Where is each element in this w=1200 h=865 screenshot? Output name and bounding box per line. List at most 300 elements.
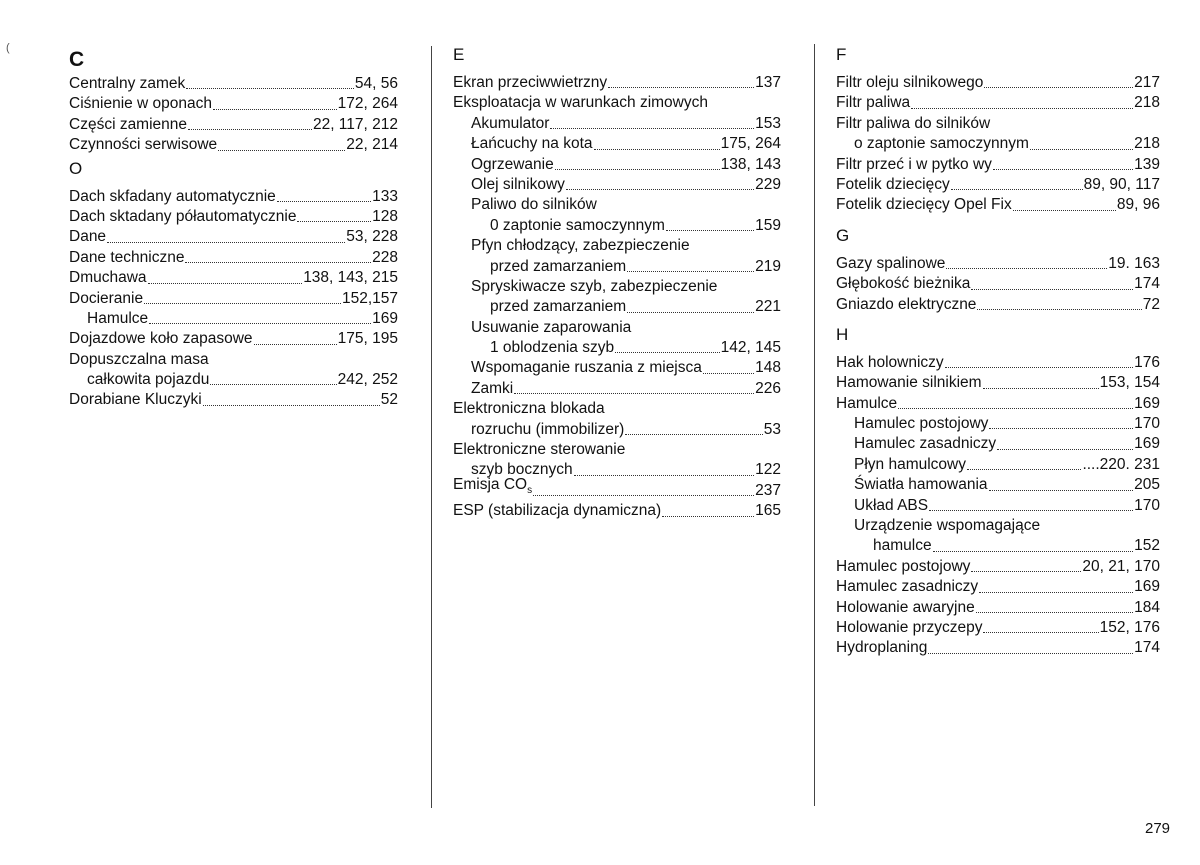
dot-leader xyxy=(555,169,720,170)
entry-pages: 19. 163 xyxy=(1108,254,1160,272)
index-entry xyxy=(69,289,398,309)
index-entry xyxy=(453,318,781,338)
entry-term xyxy=(490,338,614,358)
entry-term xyxy=(836,175,950,195)
entry-term xyxy=(87,370,209,390)
index-entry xyxy=(836,134,1160,154)
index-entry xyxy=(836,114,1160,134)
entry-pages: 184 xyxy=(1134,598,1160,616)
entry-term-text: Układ ABS xyxy=(854,496,929,514)
dot-leader xyxy=(971,289,1133,290)
entry-term-text: Hamulec postojowy xyxy=(836,557,971,575)
column-divider xyxy=(814,44,815,806)
index-entry xyxy=(836,475,1160,495)
entry-term-text: Elektroniczna blokada xyxy=(453,400,605,418)
dot-leader xyxy=(979,592,1133,593)
index-entry xyxy=(69,268,398,288)
entry-term-text: Hamulce xyxy=(836,394,898,412)
entry-pages: 205 xyxy=(1134,476,1160,494)
index-entry xyxy=(453,257,781,277)
dot-leader xyxy=(627,271,754,272)
entry-term xyxy=(854,475,988,495)
entry-pages: 218 xyxy=(1134,94,1160,112)
entry-pages: 228 xyxy=(372,248,398,266)
entry-pages: 229 xyxy=(755,175,781,193)
entry-pages: 226 xyxy=(755,379,781,397)
dot-leader xyxy=(666,230,754,231)
entry-pages: 175, 195 xyxy=(337,330,398,348)
section-letter: F xyxy=(836,45,847,64)
dot-leader xyxy=(615,352,720,353)
entry-pages: 153 xyxy=(755,114,781,132)
entry-term-text: Hamulec zasadniczy xyxy=(836,578,979,596)
dot-leader xyxy=(254,344,337,345)
entry-term-text: Zamki xyxy=(471,379,514,397)
entry-term-text: Hak holowniczy xyxy=(836,353,944,371)
entry-term-text: Dane techniczne xyxy=(69,248,185,266)
index-entry xyxy=(453,155,781,175)
index-entry xyxy=(453,195,781,215)
index-entry xyxy=(836,353,1160,373)
section-letter: G xyxy=(836,225,850,245)
entry-pages: 142, 145 xyxy=(720,339,781,357)
entry-term xyxy=(453,400,605,417)
entry-term-text: Ekran przeciwwietrzny xyxy=(453,73,608,91)
dot-leader xyxy=(550,128,754,129)
index-entry xyxy=(836,295,1160,315)
index-entry xyxy=(836,175,1160,195)
dot-leader xyxy=(107,242,345,243)
entry-term-text: Fotelik dziecięcy xyxy=(836,175,950,193)
entry-term-text: Akumulator xyxy=(471,114,550,132)
entry-term-text: Holowanie przyczepy xyxy=(836,618,983,636)
dot-leader xyxy=(928,653,1133,654)
entry-term xyxy=(69,135,217,155)
entry-pages: 20, 21, 170 xyxy=(1082,557,1160,575)
section-letter: C xyxy=(69,48,85,71)
dot-leader xyxy=(297,221,371,222)
entry-term-text: Hydroplaning xyxy=(836,639,928,657)
entry-term xyxy=(836,295,976,315)
entry-term-text: Emisja CO xyxy=(453,475,528,493)
dot-leader xyxy=(627,312,754,313)
entry-pages: 152 xyxy=(1134,537,1160,555)
index-entry xyxy=(836,455,1160,475)
entry-pages: 169 xyxy=(1134,394,1160,412)
entry-pages: 89, 96 xyxy=(1116,196,1160,214)
entry-term xyxy=(854,414,988,434)
dot-leader xyxy=(213,109,337,110)
entry-pages: 138, 143, 215 xyxy=(303,269,398,287)
entry-pages: 242, 252 xyxy=(337,371,398,389)
dot-leader xyxy=(188,129,312,130)
entry-term-text: przed zamarzaniem xyxy=(490,298,627,316)
entry-term xyxy=(453,441,625,458)
entry-pages: 122 xyxy=(755,461,781,479)
index-entry xyxy=(453,73,781,93)
dot-leader xyxy=(977,309,1141,310)
entry-term-text: Dane xyxy=(69,228,107,246)
entry-term-text: Hamulec postojowy xyxy=(854,415,989,433)
entry-pages: 159 xyxy=(755,216,781,234)
entry-term xyxy=(471,196,597,213)
entry-term xyxy=(836,577,978,597)
entry-subscript: s xyxy=(527,484,533,496)
dot-leader xyxy=(997,449,1133,450)
dot-leader xyxy=(703,373,754,374)
entry-term-text: Hamowanie silnikiem xyxy=(836,374,982,392)
entry-term-text: Dmuchawa xyxy=(69,269,147,287)
entry-term-text: Docieranie xyxy=(69,289,144,307)
entry-term xyxy=(69,268,147,288)
entry-term-text: Hamulec zasadniczy xyxy=(854,435,997,453)
entry-term-text: 1 oblodzenia szyb xyxy=(490,339,615,357)
index-entry xyxy=(836,394,1160,414)
entry-term-text: Płyn hamulcowy xyxy=(854,455,966,473)
entry-term xyxy=(873,536,932,556)
entry-term-text: Dojazdowe koło zapasowe xyxy=(69,330,253,348)
dot-leader xyxy=(1013,210,1116,211)
entry-term xyxy=(836,618,982,638)
index-entry xyxy=(69,94,398,114)
dot-leader xyxy=(989,490,1134,491)
dot-leader xyxy=(662,516,754,517)
dot-leader xyxy=(533,495,754,496)
index-entry xyxy=(836,373,1160,393)
entry-pages: 174 xyxy=(1134,639,1160,657)
dot-leader xyxy=(218,150,345,151)
entry-pages: 137 xyxy=(755,73,781,91)
entry-term xyxy=(471,319,631,336)
entry-term-text: Dach skfadany automatycznie xyxy=(69,187,276,205)
index-entry xyxy=(836,195,1160,215)
entry-term xyxy=(836,598,975,618)
dot-leader xyxy=(911,108,1133,109)
entry-term-text: Filtr oleju silnikowego xyxy=(836,73,984,91)
entry-pages: 221 xyxy=(755,298,781,316)
dot-leader xyxy=(989,428,1133,429)
index-entry xyxy=(453,420,781,440)
entry-term-text: 0 zaptonie samoczynnym xyxy=(490,216,665,234)
entry-term xyxy=(69,227,106,247)
entry-term xyxy=(69,329,253,349)
entry-term xyxy=(854,134,1029,154)
entry-pages: 52 xyxy=(380,391,398,409)
index-entry xyxy=(453,440,781,460)
index-column-c-d xyxy=(69,42,398,411)
dot-leader xyxy=(945,367,1133,368)
entry-term xyxy=(69,207,296,227)
index-entry xyxy=(69,309,398,329)
entry-term xyxy=(836,638,927,658)
entry-term xyxy=(836,353,944,373)
index-entry xyxy=(69,74,398,94)
dot-leader xyxy=(967,469,1081,470)
entry-term-text: całkowita pojazdu xyxy=(87,371,210,389)
dot-leader xyxy=(566,189,754,190)
entry-term xyxy=(490,297,626,317)
index-entry xyxy=(836,557,1160,577)
index-entry xyxy=(453,175,781,195)
entry-pages: 153, 154 xyxy=(1099,374,1160,392)
entry-term-text: przed zamarzaniem xyxy=(490,257,627,275)
index-entry xyxy=(453,134,781,154)
dot-leader xyxy=(144,303,341,304)
entry-term xyxy=(836,115,990,132)
entry-pages: 72 xyxy=(1142,295,1160,313)
entry-term xyxy=(69,115,187,135)
entry-term-text: Urządzenie wspomagające xyxy=(854,517,1041,535)
dot-leader xyxy=(186,88,354,89)
entry-pages: 53, 228 xyxy=(346,228,398,246)
entry-term-text: Usuwanie zaparowania xyxy=(471,318,632,336)
entry-term xyxy=(69,248,184,268)
entry-term-text: szyb bocznych xyxy=(471,461,573,479)
entry-term-text: Spryskiwacze szyb, zabezpieczenie xyxy=(471,277,718,295)
entry-term xyxy=(69,351,209,368)
entry-term xyxy=(453,501,661,521)
dot-leader xyxy=(574,475,754,476)
entry-pages: 218 xyxy=(1134,135,1160,153)
dot-leader xyxy=(277,201,371,202)
entry-term xyxy=(471,175,565,195)
entry-pages: 237 xyxy=(755,481,781,499)
entry-term xyxy=(836,557,970,577)
entry-pages: 176 xyxy=(1134,353,1160,371)
index-entry xyxy=(69,390,398,410)
index-entry xyxy=(453,338,781,358)
entry-term xyxy=(836,394,897,414)
entry-term-text: Olej silnikowy xyxy=(471,175,565,193)
entry-term-text: Dach sktadany półautomatycznie xyxy=(69,207,297,225)
index-entry xyxy=(836,155,1160,175)
entry-term xyxy=(69,289,143,309)
entry-term xyxy=(69,390,202,410)
entry-term-text: Filtr paliwa do silników xyxy=(836,114,991,132)
entry-term xyxy=(69,187,276,207)
entry-pages: 170 xyxy=(1134,415,1160,433)
index-entry xyxy=(453,216,781,236)
section-letter: O xyxy=(69,158,83,178)
index-entry xyxy=(69,115,398,135)
entry-term xyxy=(471,237,690,254)
index-entry xyxy=(453,114,781,134)
entry-term xyxy=(471,134,593,154)
column-divider xyxy=(431,46,432,808)
index-entry xyxy=(69,227,398,247)
dot-leader xyxy=(993,169,1133,170)
entry-term-text: Światła hamowania xyxy=(854,476,988,494)
entry-pages: 170 xyxy=(1134,496,1160,514)
entry-term xyxy=(836,254,945,274)
dot-leader xyxy=(898,408,1133,409)
page-number: 279 xyxy=(1145,820,1171,837)
dot-leader xyxy=(148,283,303,284)
dot-leader xyxy=(185,262,371,263)
dot-leader xyxy=(149,323,371,324)
entry-pages: 217 xyxy=(1134,73,1160,91)
index-entry xyxy=(69,350,398,370)
entry-term-text: Filtr paliwa xyxy=(836,94,911,112)
index-entry xyxy=(69,207,398,227)
entry-term xyxy=(471,379,513,399)
dot-leader xyxy=(203,405,380,406)
entry-term xyxy=(453,73,607,93)
index-entry xyxy=(69,248,398,268)
entry-term xyxy=(836,155,992,175)
section-letter: E xyxy=(453,45,465,64)
entry-term-text: hamulce xyxy=(873,537,932,555)
entry-term xyxy=(471,420,624,440)
entry-term xyxy=(453,475,532,502)
entry-pages: 169 xyxy=(1134,435,1160,453)
entry-pages: 22, 214 xyxy=(346,136,398,154)
entry-term xyxy=(836,73,983,93)
entry-term xyxy=(471,278,717,295)
entry-pages: 152, 176 xyxy=(1099,618,1160,636)
entry-term xyxy=(490,257,626,277)
entry-pages: 219 xyxy=(755,257,781,275)
section-letter: H xyxy=(836,324,849,344)
dot-leader xyxy=(929,510,1133,511)
index-entry xyxy=(836,254,1160,274)
entry-pages: 53 xyxy=(763,420,781,438)
index-entry xyxy=(453,399,781,419)
entry-term-text: Elektroniczne sterowanie xyxy=(453,441,626,459)
index-entry xyxy=(836,73,1160,93)
index-entry xyxy=(836,414,1160,434)
entry-term-text: Pfyn chłodzący, zabezpieczenie xyxy=(471,237,690,255)
margin-mark: ( xyxy=(6,42,10,54)
entry-pages: 169 xyxy=(372,309,398,327)
entry-pages: 138, 143 xyxy=(720,155,781,173)
dot-leader xyxy=(514,393,754,394)
index-column-f-h xyxy=(836,42,1160,659)
dot-leader xyxy=(946,268,1107,269)
entry-term-text: Gniazdo elektryczne xyxy=(836,295,977,313)
index-entry xyxy=(453,297,781,317)
entry-term xyxy=(453,94,708,111)
entry-term-text: Dorabiane Kluczyki xyxy=(69,391,202,409)
index-entry xyxy=(453,277,781,297)
dot-leader xyxy=(210,384,336,385)
entry-pages: 174 xyxy=(1134,275,1160,293)
entry-term-text: Dopuszczalna masa xyxy=(69,350,209,368)
entry-pages: 139 xyxy=(1134,155,1160,173)
index-entry xyxy=(453,379,781,399)
entry-term-text: Ciśnienie w oponach xyxy=(69,95,213,113)
dot-leader xyxy=(951,189,1083,190)
index-entry xyxy=(453,501,781,521)
entry-term xyxy=(836,274,970,294)
entry-term xyxy=(854,517,1040,534)
entry-term-text: Łańcuchy na kota xyxy=(471,135,593,153)
entry-term xyxy=(471,114,549,134)
entry-term xyxy=(836,373,982,393)
entry-term xyxy=(854,496,928,516)
index-entry xyxy=(836,496,1160,516)
entry-term xyxy=(836,93,910,113)
entry-pages: 22, 117, 212 xyxy=(312,115,398,133)
entry-term-text: Hamulce xyxy=(87,309,149,327)
entry-term-text: Wspomaganie ruszania z miejsca xyxy=(471,359,702,377)
entry-term-text: Czynności serwisowe xyxy=(69,136,218,154)
index-entry xyxy=(69,135,398,155)
index-entry xyxy=(69,370,398,390)
index-entry xyxy=(69,187,398,207)
index-entry xyxy=(69,329,398,349)
entry-term xyxy=(87,309,148,329)
entry-term xyxy=(471,155,554,175)
entry-term-text: Filtr przeć i w pytko wy xyxy=(836,155,992,173)
entry-term xyxy=(836,195,1012,215)
entry-term xyxy=(854,455,966,475)
entry-term-text: Eksploatacja w warunkach zimowych xyxy=(453,94,708,112)
dot-leader xyxy=(984,87,1133,88)
index-entry xyxy=(836,598,1160,618)
index-entry xyxy=(836,638,1160,658)
index-entry xyxy=(836,618,1160,638)
index-entry xyxy=(836,516,1160,536)
entry-term-text: Ogrzewanie xyxy=(471,155,554,173)
entry-term-text: Głębokość bieżnika xyxy=(836,275,971,293)
dot-leader xyxy=(971,571,1081,572)
entry-term-text: rozruchu (immobilizer) xyxy=(471,420,625,438)
entry-pages: 133 xyxy=(372,187,398,205)
entry-pages: 152,157 xyxy=(341,289,398,307)
index-entry xyxy=(453,236,781,256)
entry-pages: 89, 90, 117 xyxy=(1083,175,1160,193)
dot-leader xyxy=(594,149,720,150)
index-column-e xyxy=(453,42,781,522)
entry-term xyxy=(69,94,212,114)
index-entry xyxy=(453,358,781,378)
entry-term-text: Fotelik dziecięcy Opel Fix xyxy=(836,196,1012,214)
entry-term-text: o zaptonie samoczynnym xyxy=(854,135,1029,153)
entry-pages: 175, 264 xyxy=(720,135,781,153)
dot-leader xyxy=(976,612,1133,613)
entry-term xyxy=(854,434,996,454)
entry-pages: 165 xyxy=(755,502,781,520)
entry-term-text: Paliwo do silników xyxy=(471,196,597,214)
index-entry xyxy=(836,274,1160,294)
index-entry xyxy=(836,434,1160,454)
entry-pages: 128 xyxy=(372,207,398,225)
index-entry xyxy=(453,93,781,113)
entry-pages: ....220. 231 xyxy=(1082,455,1160,473)
dot-leader xyxy=(608,87,754,88)
entry-term-text: Centralny zamek xyxy=(69,74,186,92)
index-entry xyxy=(836,536,1160,556)
entry-pages: 54, 56 xyxy=(354,74,398,92)
index-entry xyxy=(836,93,1160,113)
entry-term-text: Części zamienne xyxy=(69,115,188,133)
entry-pages: 148 xyxy=(755,359,781,377)
dot-leader xyxy=(983,388,1099,389)
entry-term-text: Holowanie awaryjne xyxy=(836,598,975,616)
entry-term-text: ESP (stabilizacja dynamiczna) xyxy=(453,502,662,520)
index-entry xyxy=(453,475,781,501)
dot-leader xyxy=(625,434,762,435)
dot-leader xyxy=(933,551,1134,552)
entry-pages: 172, 264 xyxy=(337,95,398,113)
entry-term-text: Gazy spalinowe xyxy=(836,254,946,272)
dot-leader xyxy=(983,632,1098,633)
entry-term xyxy=(69,74,185,94)
dot-leader xyxy=(1030,149,1133,150)
entry-term xyxy=(490,216,665,236)
entry-term xyxy=(471,358,702,378)
